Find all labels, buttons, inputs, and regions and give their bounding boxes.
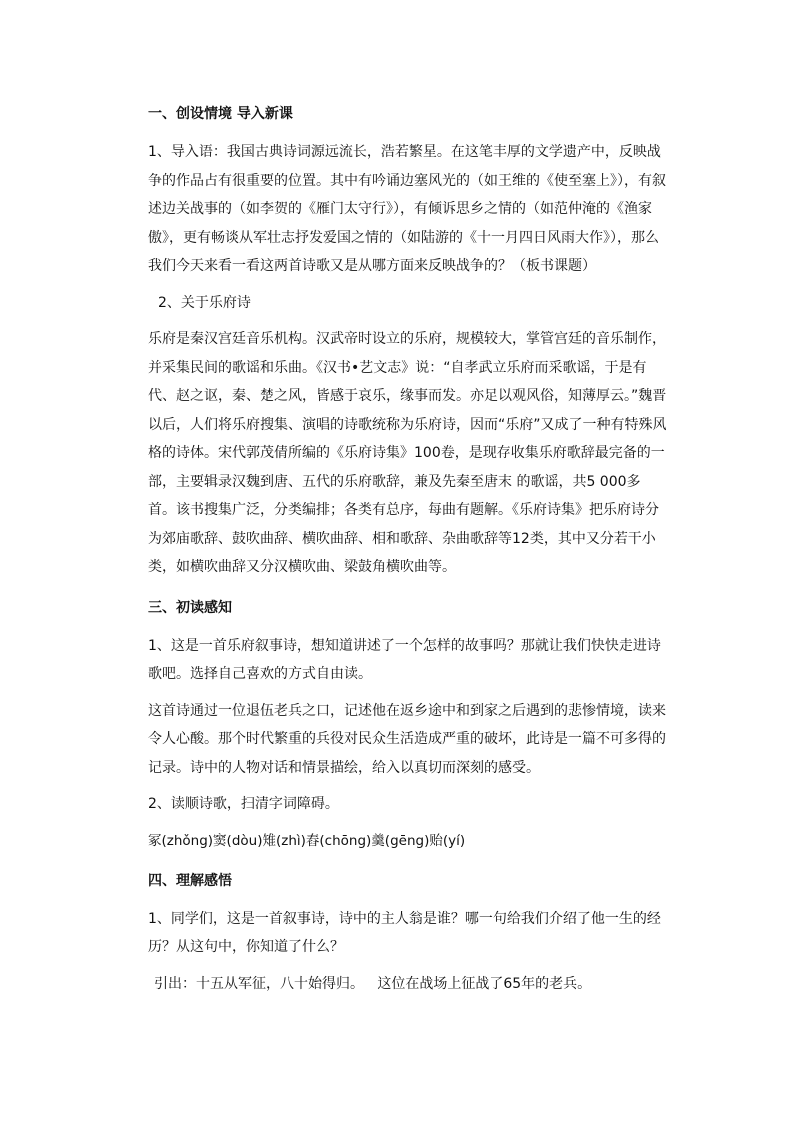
paragraph-understand-1: 1、同学们，这是一首叙事诗，诗中的主人翁是谁？哪一句给我们介绍了他一生的经历？从这句中，你知道了什么？ [148, 910, 661, 955]
document-body [148, 98, 668, 1006]
section-heading-1: 一、创设情境 导入新课 [148, 106, 293, 122]
paragraph-yuefu-body: 乐府是秦汉宫廷音乐机构。汉武帝时设立的乐府，规模较大，掌管宫廷的音乐制作，并采集民间的歌谣和乐曲。《汉书•艺文志》说：“自孝武立乐府而采歌谣，于是有代、赵之讴，秦、楚之风，皆感于哀乐，缘事而发。亦足以观风俗，知薄厚云。”魏晋以后，人们将乐府搜集、演唱的诗歌统称为乐府诗，因而“乐府”又成了一种有特殊风格的诗体。宋代郭茂倩所编的《乐府诗集》100卷，是现存收集乐府歌辞最完备的一部，主要辑录汉魏到唐、五代的乐府歌辞，兼及先秦至唐末 的歌谣，共5 000多首。该书搜集广泛，分类编排；各类有总序，每曲有题解。《乐府诗集》把乐府诗分为郊庙歌辞、鼓吹曲辞、横吹曲辞、相和歌辞、杂曲歌辞等12类，其中又分若干小类，如横吹曲辞又分汉横吹曲、梁鼓角横吹曲等。 [148, 331, 667, 575]
paragraph-intro [148, 138, 668, 281]
paragraph-read-3: 2、读顺诗歌，扫清字词障碍。 [148, 796, 339, 812]
section-heading-3: 三、初读感知 [148, 599, 232, 616]
paragraph-understand-2: 引出：十五从军征，八十始得归。 这位在战场上征战了65年的老兵。 [154, 975, 592, 992]
paragraph-intro-text: 1、导入语：我国古典诗词源远流长，浩若繁星。在这笔丰厚的文学遗产中，反映战争的作品占有很重要的位置。其中有吟诵边塞风光的（如王维的《使至塞上》），有叙述边关战事的（如李贺的《雁门太守行》），有倾诉思乡之情的（如范仲淹的《渔家傲》，更有畅谈从军壮志抒发爱国之情的（如陆游的《十一月四日风雨大作》），那么我们今天来看一看这两首诗歌又是从哪方面来反映战争的？（板书课题） [148, 144, 666, 274]
paragraph-read-1: 1、这是一首乐府叙事诗，想知道讲述了一个怎样的故事吗？那就让我们快快走进诗歌吧。选择自己喜欢的方式自由读。 [148, 637, 661, 682]
paragraph-yuefu-title: 2、关于乐府诗 [158, 294, 251, 311]
pinyin-line: 冢(zhǒng)窦(dòu)雉(zhì)舂(chōng)羹(gēng)贻(yí) [148, 832, 466, 849]
section-heading-4: 四、理解感悟 [148, 872, 232, 889]
paragraph-read-2: 这首诗通过一位退伍老兵之口，记述他在返乡途中和到家之后遇到的悲惨情境，读来令人心酸。那个时代繁重的兵役对民众生活造成严重的破坏，此诗是一篇不可多得的记录。诗中的人物对话和情景描绘，给入以真切而深刻的感受。 [148, 702, 666, 776]
